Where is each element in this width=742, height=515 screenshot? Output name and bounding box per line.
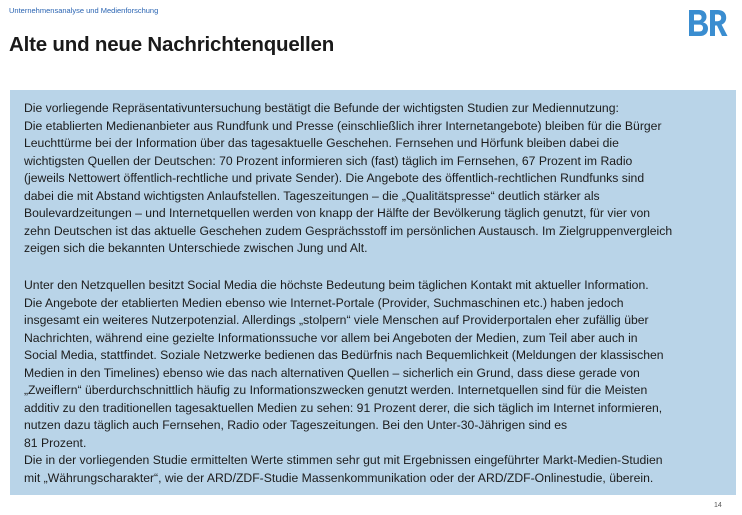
page-title: Alte und neue Nachrichtenquellen bbox=[9, 33, 335, 56]
body-paragraph-2: Unter den Netzquellen besitzt Social Media die höchste Bedeutung beim täglichen Kontakt mit aktueller Information. Die Angebote der etablierten Medien ebenso wie Internet-Portale (Provider, Suchmaschinen etc.) haben jedoch insgesamt ein weiteres Nutzerpotenzial. Allerdings „stolpern“ viele Menschen auf Providerportalen eher zufällig über Nachrichten, während eine gezielte Informationssuche vor allem bei Angeboten der Medien, zum Teil aber auch in Social Media, stattfindet. Soziale Netzwerke bedienen das Bedürfnis nach Bequemlichkeit (Meldungen der klassischen Medien in den Timelines) ebenso wie das nach alternativen Quellen – sicherlich ein Grund, dass diese gerade von „Zweiflern“ überdurchschnittlich häufig zu Informationszwecken genutzt werden. Internetquellen sind für die Meisten additiv zu den traditionellen tagesaktuellen Medien zu sehen: 91 Prozent derer, die sich täglich im Internet informieren, nutzen dazu täglich auch Fernsehen, Radio oder Tageszeitungen. Bei den Unter-30-Jährigen sind es 81 Prozent. Die in der vorliegenden Studie ermittelten Werte stimmen sehr gut mit Ergebnissen eingeführter Markt-Medien-Studien mit „Währungscharakter“, wie der ARD/ZDF-Studie Massenkommunikation oder der ARD/ZDF-Onlinestudie, überein. bbox=[24, 278, 664, 485]
body-paragraph-1: Die vorliegende Repräsentativuntersuchung bestätigt die Befunde der wichtigsten Studien zur Mediennutzung: Die etablierten Medienanbieter aus Rundfunk und Presse (einschließlich ihrer Internetangebote) bleiben für die Bürger Leuchttürme bei der Information über das tagesaktuelle Geschehen. Fernsehen und Hörfunk bleiben dabei die wichtigsten Quellen der Deutschen: 70 Prozent informieren sich (fast) täglich im Fernsehen, 67 Prozent im Radio (jeweils Nettowert öffentlich-rechtliche und private Sender). Die Angebote des öffentlich-rechtlichen Rundfunks sind dabei die mit Abstand wichtigsten Anlaufstellen. Tageszeitungen – die „Qualitätspresse“ deutlich stärker als Boulevardzeitungen – und Internetquellen werden von knapp der Hälfte der Bevölkerung täglich genutzt, für vier von zehn Deutschen ist das aktuelle Geschehen zudem Gesprächsstoff im persönlichen Austausch. Im Zielgruppenvergleich zeigen sich die bekannten Unterschiede zwischen Jung und Alt. bbox=[24, 101, 673, 255]
header-label: Unternehmensanalyse und Medienforschung bbox=[9, 6, 159, 15]
page-number: 14 bbox=[714, 502, 722, 509]
br-logo bbox=[686, 7, 728, 39]
content-box bbox=[10, 90, 736, 495]
